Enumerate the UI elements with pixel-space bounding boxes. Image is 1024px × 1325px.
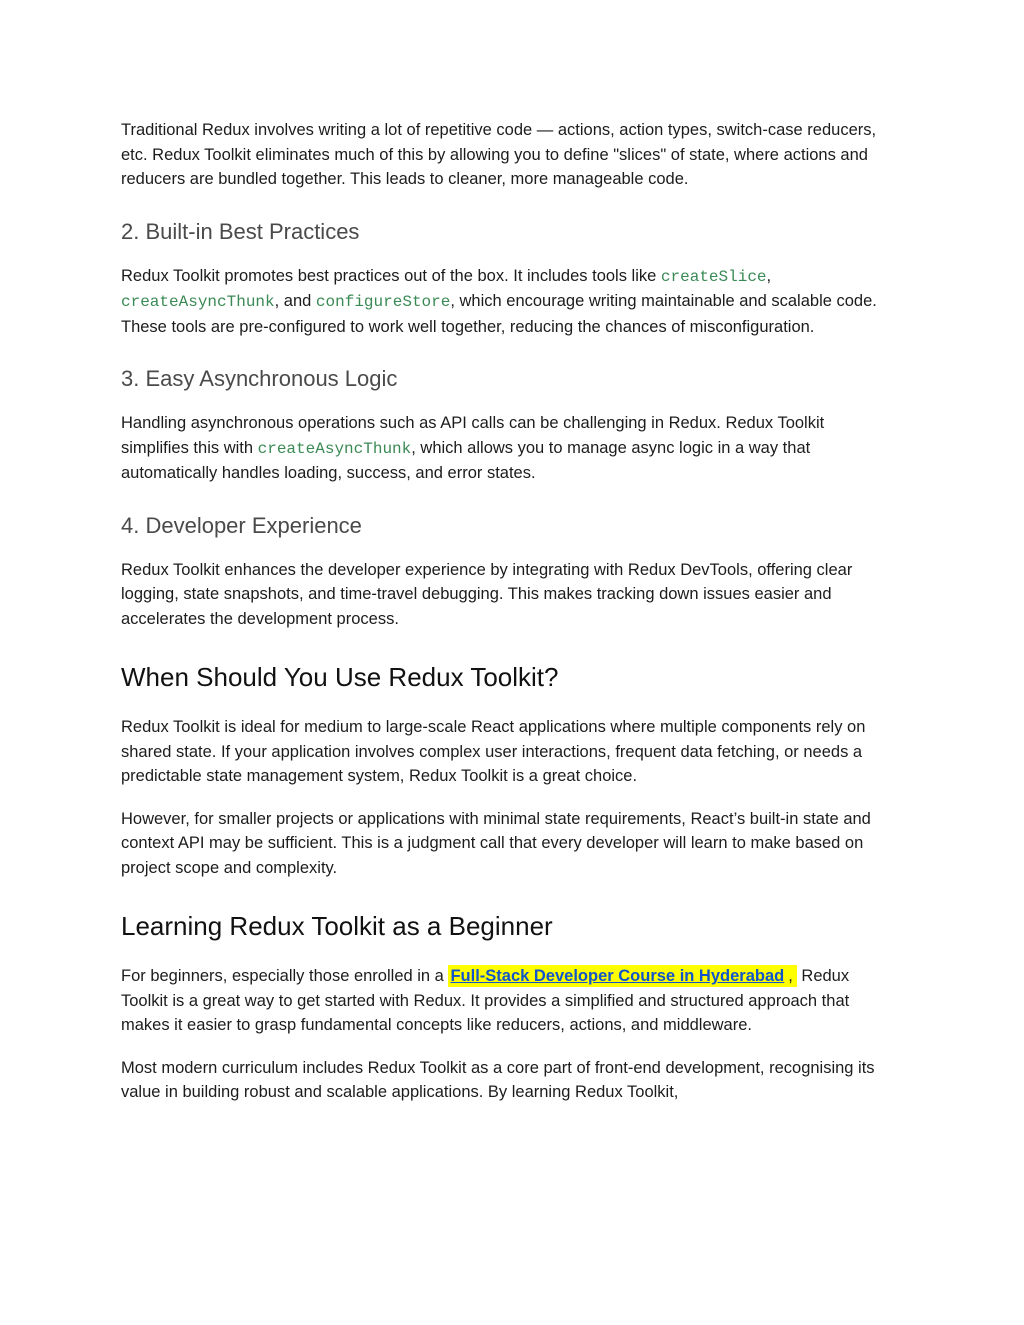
course-link[interactable]: Full-Stack Developer Course in Hyderabad [448,965,788,987]
text-run: , which encourage writing maintainable and scalable code. These tools are pre-configured to work well together, reducing the chances of misconfiguration. [121,292,877,336]
text-run: Redux Toolkit promotes best practices out of the box. It includes tools like [121,266,661,285]
text-run: , [766,266,772,285]
code-create-async-thunk: createAsyncThunk [257,439,412,458]
best-practices-paragraph [121,264,891,340]
learning-paragraph-2: Most modern curriculum includes Redux Toolkit as a core part of front-end development, recognising its value in building robust and scalable applications. By learning Redux Toolkit, [121,1058,875,1101]
intro-paragraph: Traditional Redux involves writing a lot of repetitive code — actions, action types, switch-case reducers, etc. Redux Toolkit eliminates much of this by allowing you to define "slices" of state, where actions and reducers are bundled together. This leads to cleaner, more manageable code. [121,121,877,188]
text-run: Handling asynchronous operations such as API calls can be challenging in Redux. Redux Toolkit simplifies this with [121,414,825,457]
heading-learning-as-beginner: Learning Redux Toolkit as a Beginner [121,911,553,941]
heading-when-to-use: When Should You Use Redux Toolkit? [121,662,559,692]
section-heading-developer-experience: 4. Developer Experience [121,512,362,538]
developer-experience-paragraph: Redux Toolkit enhances the developer experience by integrating with Redux DevTools, offering clear logging, state snapshots, and time-travel debugging. This makes tracking down issues easier and accelerates the development process. [121,560,853,628]
section-heading-async-logic: 3. Easy Asynchronous Logic [121,366,398,391]
when-to-use-paragraph-1: Redux Toolkit is ideal for medium to large-scale React applications where multiple components rely on shared state. If your application involves complex user interactions, frequent data fetching, or needs a predictable state management system, Redux Toolkit is a great choice. [121,718,866,785]
when-to-use-paragraph-2: However, for smaller projects or applications with minimal state requirements, React’s built-in state and context API may be sufficient. This is a judgment call that every developer will learn to make based on project scope and complexity. [121,809,871,877]
text-run: Redux Toolkit is a great way to get started with Redux. It provides a simplified and structured approach that makes it easier to grasp fundamental concepts like reducers, actions, and middleware. [121,967,850,1034]
code-configure-store: configureStore [315,293,451,311]
text-run: , [788,965,797,987]
learning-paragraph-1 [121,964,891,1038]
code-create-slice: createSlice [660,267,767,286]
text-run: , which allows you to manage async logic in a way that automatically handles loading, success, and error states. [121,438,811,482]
document-page [121,118,891,1105]
section-heading-best-practices: 2. Built-in Best Practices [121,218,360,244]
text-run: For beginners, especially those enrolled in a [121,967,449,985]
text-run: , and [274,292,316,310]
code-create-async-thunk: createAsyncThunk [121,293,275,311]
async-logic-paragraph [121,411,891,486]
